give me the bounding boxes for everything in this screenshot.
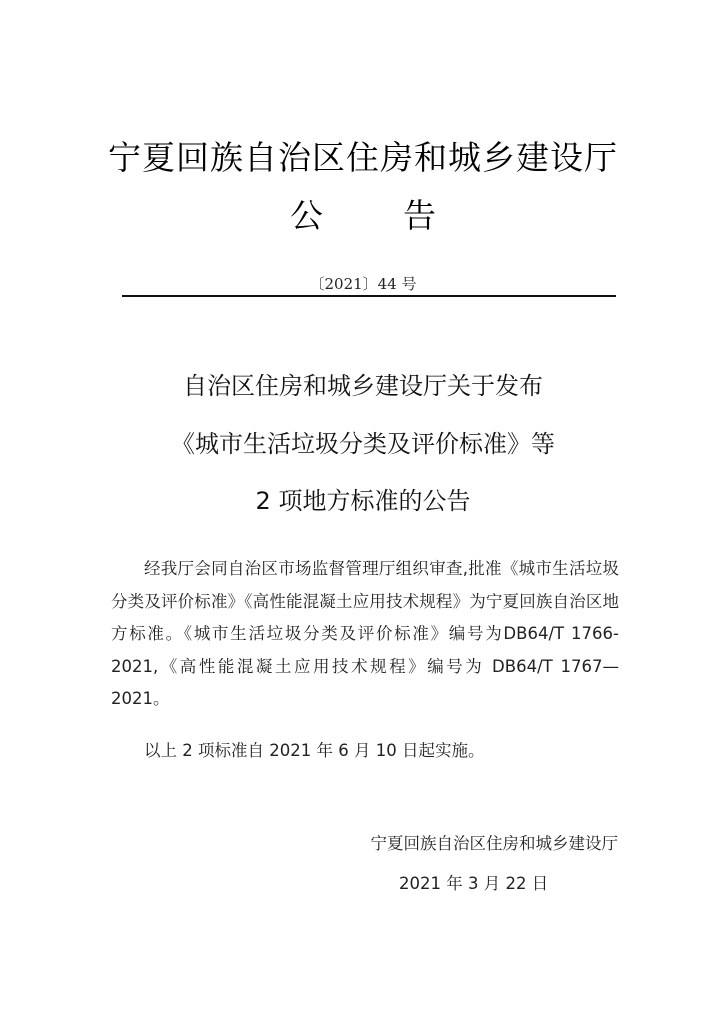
- issuer-title: 宁夏回族自治区住房和城乡建设厅: [108, 138, 618, 177]
- header-divider: [122, 295, 616, 297]
- notice-title-line-3: 2 项地方标准的公告: [255, 487, 471, 515]
- issuer-signature: 宁夏回族自治区住房和城乡建设厅: [370, 834, 618, 853]
- body-paragraph-1: 经我厅会同自治区市场监督管理厅组织审查,批准《城市生活垃圾分类及评价标准》《高性能混凝土应用技术规程》为宁夏回族自治区地方标准。《城市生活垃圾分类及评价标准》编号为DB64/T 1766-2021,《高性能混凝土应用技术规程》编号为 DB64/T 1767—2021。: [111, 559, 619, 708]
- document-type-char-1: 公: [290, 196, 323, 235]
- document-type: [0, 190, 726, 237]
- document-number: 〔2021〕44 号: [309, 275, 417, 293]
- document-type-char-2: 告: [403, 196, 436, 235]
- notice-title-line-1: 自治区住房和城乡建设厅关于发布: [183, 372, 543, 400]
- body-paragraph-2: 以上 2 项标准自 2021 年 6 月 10 日起实施。: [144, 741, 485, 760]
- notice-title-line-2: 《城市生活垃圾分类及评价标准》等: [171, 430, 555, 458]
- issue-date: 2021 年 3 月 22 日: [399, 874, 549, 893]
